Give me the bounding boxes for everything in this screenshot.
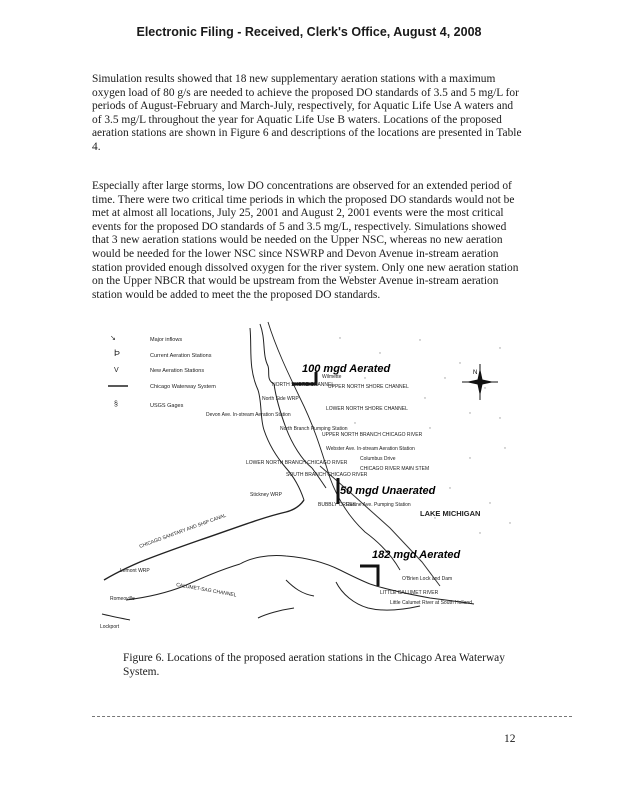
legend-waterway-system: Chicago Waterway System — [150, 384, 216, 390]
label-racine: Racine Ave. Pumping Station — [346, 502, 411, 508]
label-lower-north-shore: LOWER NORTH SHORE CHANNEL — [326, 406, 408, 412]
label-upper-north-branch: UPPER NORTH BRANCH CHICAGO RIVER — [322, 432, 423, 438]
page-header: Electronic Filing - Received, Clerk's Office, August 4, 2008 — [136, 25, 482, 39]
label-ship-canal: CHICAGO SANITARY AND SHIP CANAL — [138, 512, 228, 550]
label-lockport: Lockport — [100, 624, 120, 630]
label-devon: Devon Ave. In-stream Aeration Station — [206, 412, 291, 418]
compass-label: N — [473, 370, 478, 376]
label-stickney: Stickney WRP — [250, 492, 282, 498]
waterway-map — [90, 318, 520, 643]
label-north-branch-pumping: North Branch Pumping Station — [280, 426, 348, 432]
label-lower-north-branch: LOWER NORTH BRANCH CHICAGO RIVER — [246, 460, 348, 466]
label-webster: Webster Ave. In-stream Aeration Station — [326, 446, 415, 452]
page-number: 12 — [504, 733, 516, 745]
label-obrien: O'Brien Lock and Dam — [402, 576, 453, 582]
footer-divider — [92, 716, 572, 717]
label-north-shore-channel: NORTH SHORE CHANNEL — [272, 382, 335, 388]
paragraph-2: Especially after large storms, low DO concentrations are observed for an extended period of time. There were two critical time periods in which the proposed DO standards would not be met at almost all locations, July 25, 2001 and August 2, 2001 events were the most critical events for the proposed DO standards of 5 and 3.5 mg/L, respectively. Simulations showed that 3 new aeration stations would be needed on the Upper NSC, whereas no new aeration would be needed for the lower NSC since NSWRP and Devon Avenue in-stream aeration station provided enough dissolved oxygen for the river system. Only one new aeration station on the Upper NBCR that would be upstream from the Webster Avenue in-stream aeration station would be added to meet the the proposed DO standards. — [92, 180, 519, 301]
callout-182mgd: 182 mgd Aerated — [372, 549, 461, 561]
label-cal-sag: CALUMET-SAG CHANNEL — [175, 582, 237, 599]
label-columbus: Columbus Drive — [360, 456, 396, 462]
map-legend — [108, 335, 216, 409]
label-romeoville: Romeoville — [110, 596, 135, 602]
legend-usgs-gages: USGS Gages — [150, 403, 184, 409]
legend-major-inflows: Major inflows — [150, 337, 183, 343]
label-bubbly-creek: BUBBLY CREEK — [318, 502, 356, 508]
label-upper-north-shore: UPPER NORTH SHORE CHANNEL — [328, 384, 409, 390]
legend-new-aeration: New Aeration Stations — [150, 368, 205, 374]
label-wilmette: Wilmette — [322, 374, 342, 380]
legend-symbol-current: Þ — [114, 348, 121, 358]
label-lake-michigan: LAKE MICHIGAN — [420, 509, 481, 518]
label-south-branch: SOUTH BRANCH CHICAGO RIVER — [286, 472, 368, 478]
compass-icon — [462, 364, 498, 400]
callout-50mgd: 50 mgd Unaerated — [340, 485, 436, 497]
legend-symbol-new: V — [114, 367, 119, 374]
label-lemont: Lemont WRP — [120, 568, 150, 574]
label-north-side-wrp: North Side WRP — [262, 396, 299, 402]
figure-caption: Figure 6. Locations of the proposed aeration stations in the Chicago Area Waterway System. — [123, 652, 505, 678]
label-chicago-river-main: CHICAGO RIVER MAIN STEM — [360, 466, 430, 472]
label-little-calumet-south: Little Calumet River at South Holland — [390, 600, 472, 606]
paragraph-1: Simulation results showed that 18 new supplementary aeration stations with a maximum oxygen load of 80 g/s are needed to achieve the proposed DO standards of 3.5 and 5 mg/L for periods of August-February and March-July, respectively, for Aquatic Life Use A waters and of 3.5 mg/L throughout the year for Aquatic Life Use B waters. Locations of the proposed aeration stations are shown in Figure 6 and descriptions of the locations are presented in Table 4. — [92, 73, 522, 153]
legend-symbol-inflow: ↘ — [110, 335, 116, 342]
label-little-calumet: LITTLE CALUMET RIVER — [380, 590, 439, 596]
legend-current-aeration: Current Aeration Stations — [150, 353, 212, 359]
legend-symbol-gage: § — [114, 401, 118, 408]
callout-100mgd: 100 mgd Aerated — [302, 363, 391, 375]
